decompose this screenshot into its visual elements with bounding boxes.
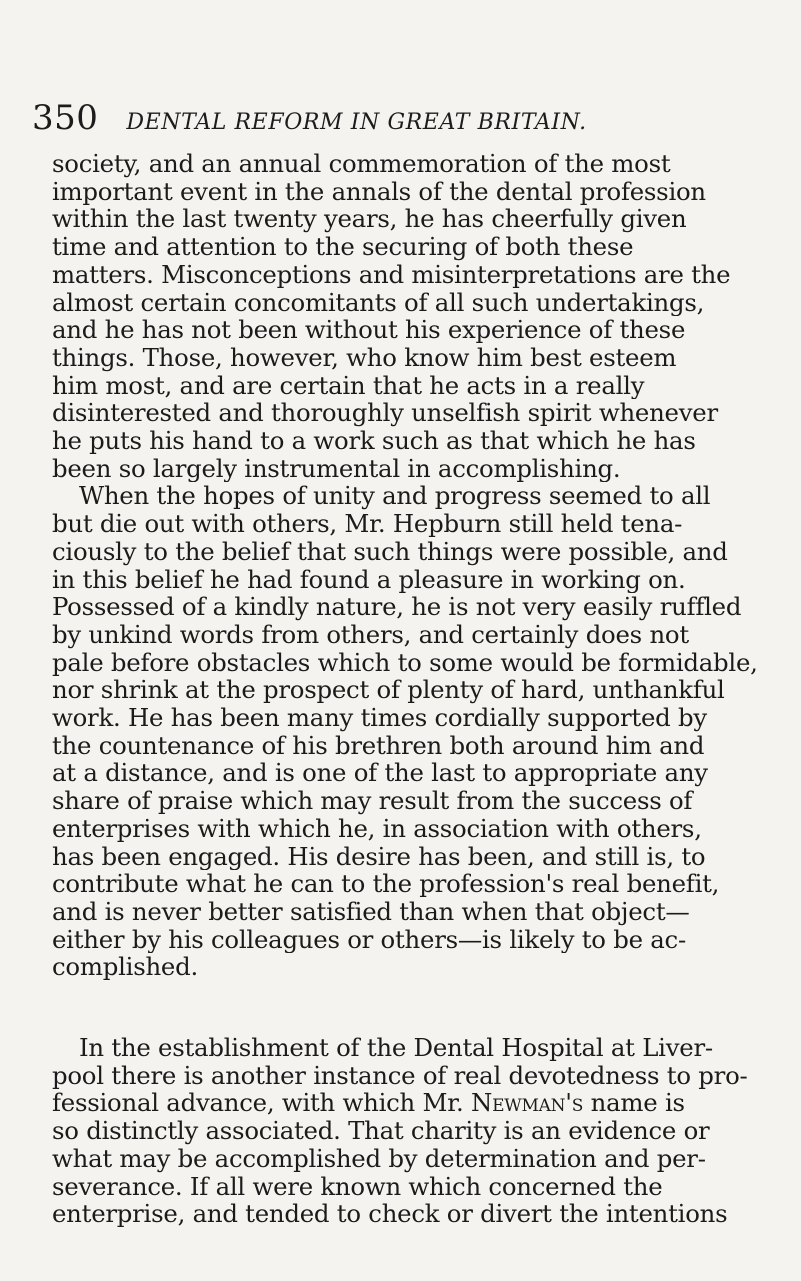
running-head-title: DENTAL REFORM IN GREAT BRITAIN.	[126, 110, 587, 135]
text-line: and is never better satisfied than when that object—	[52, 897, 690, 926]
text-line: In the establishment of the Dental Hospital at Liver-	[79, 1034, 713, 1062]
text-fragment: fessional advance, with which Mr.	[52, 1089, 464, 1118]
text-line: and he has not been without his experience of these	[52, 316, 686, 344]
text-line: society, and an annual commemoration of the most	[52, 150, 671, 178]
text-line: what may be accomplished by determination and per-	[52, 1144, 706, 1173]
running-head	[32, 98, 772, 138]
text-line: things. Those, however, who know him best esteem	[52, 343, 677, 372]
text-line: has been engaged. His desire has been, and still is, to	[52, 842, 706, 871]
text-line: he puts his hand to a work such as that which he has	[52, 427, 696, 455]
text-line: either by his colleagues or others—is likely to be ac-	[52, 925, 686, 954]
text-line-with-name	[52, 1089, 783, 1117]
text-line: within the last twenty years, he has cheerfully given	[52, 205, 687, 234]
text-line: at a distance, and is one of the last to appropriate any	[52, 759, 708, 788]
paragraph-2	[52, 1034, 783, 1228]
text-line: enterprises with which he, in association with others,	[52, 814, 702, 843]
text-line: severance. If all were known which concerned the	[52, 1172, 663, 1201]
paragraph-1-continuation	[52, 150, 783, 981]
surname-newman: Newman's	[471, 1089, 584, 1118]
page-number: 350	[32, 98, 99, 138]
text-line: by unkind words from others, and certainly does not	[52, 620, 689, 649]
text-line: complished.	[52, 953, 198, 982]
text-line: enterprise, and tended to check or divert the intentions	[52, 1200, 728, 1228]
text-line: him most, and are certain that he acts in a really	[52, 371, 645, 400]
text-line: time and attention to the securing of both these	[52, 233, 634, 261]
text-fragment: name is	[590, 1089, 685, 1118]
text-line: work. He has been many times cordially supported by	[52, 704, 707, 732]
text-line: been so largely instrumental in accomplishing.	[52, 454, 621, 483]
text-line: matters. Misconceptions and misinterpretations are the	[52, 260, 731, 289]
text-line: the countenance of his brethren both around him and	[52, 731, 705, 760]
text-line: disinterested and thoroughly unselfish spirit whenever	[52, 399, 718, 428]
text-line: When the hopes of unity and progress seemed to all	[79, 482, 711, 511]
text-line: so distinctly associated. That charity is an evidence or	[52, 1117, 710, 1145]
text-line: share of praise which may result from the success of	[52, 787, 693, 815]
text-line: ciously to the belief that such things were possible, and	[52, 537, 728, 566]
text-line: in this belief he had found a pleasure in working on.	[52, 565, 686, 594]
text-line: Possessed of a kindly nature, he is not very easily ruffled	[52, 593, 742, 621]
text-line: almost certain concomitants of all such undertakings,	[52, 288, 705, 317]
text-line: pool there is another instance of real devotedness to pro-	[52, 1061, 748, 1090]
text-line: but die out with others, Mr. Hepburn still held tena-	[52, 510, 683, 538]
text-line: important event in the annals of the dental profession	[52, 177, 706, 206]
text-line: contribute what he can to the profession's real benefit,	[52, 870, 720, 898]
text-line: nor shrink at the prospect of plenty of hard, unthankful	[52, 676, 725, 705]
text-line: pale before obstacles which to some would be formidable,	[52, 648, 758, 677]
